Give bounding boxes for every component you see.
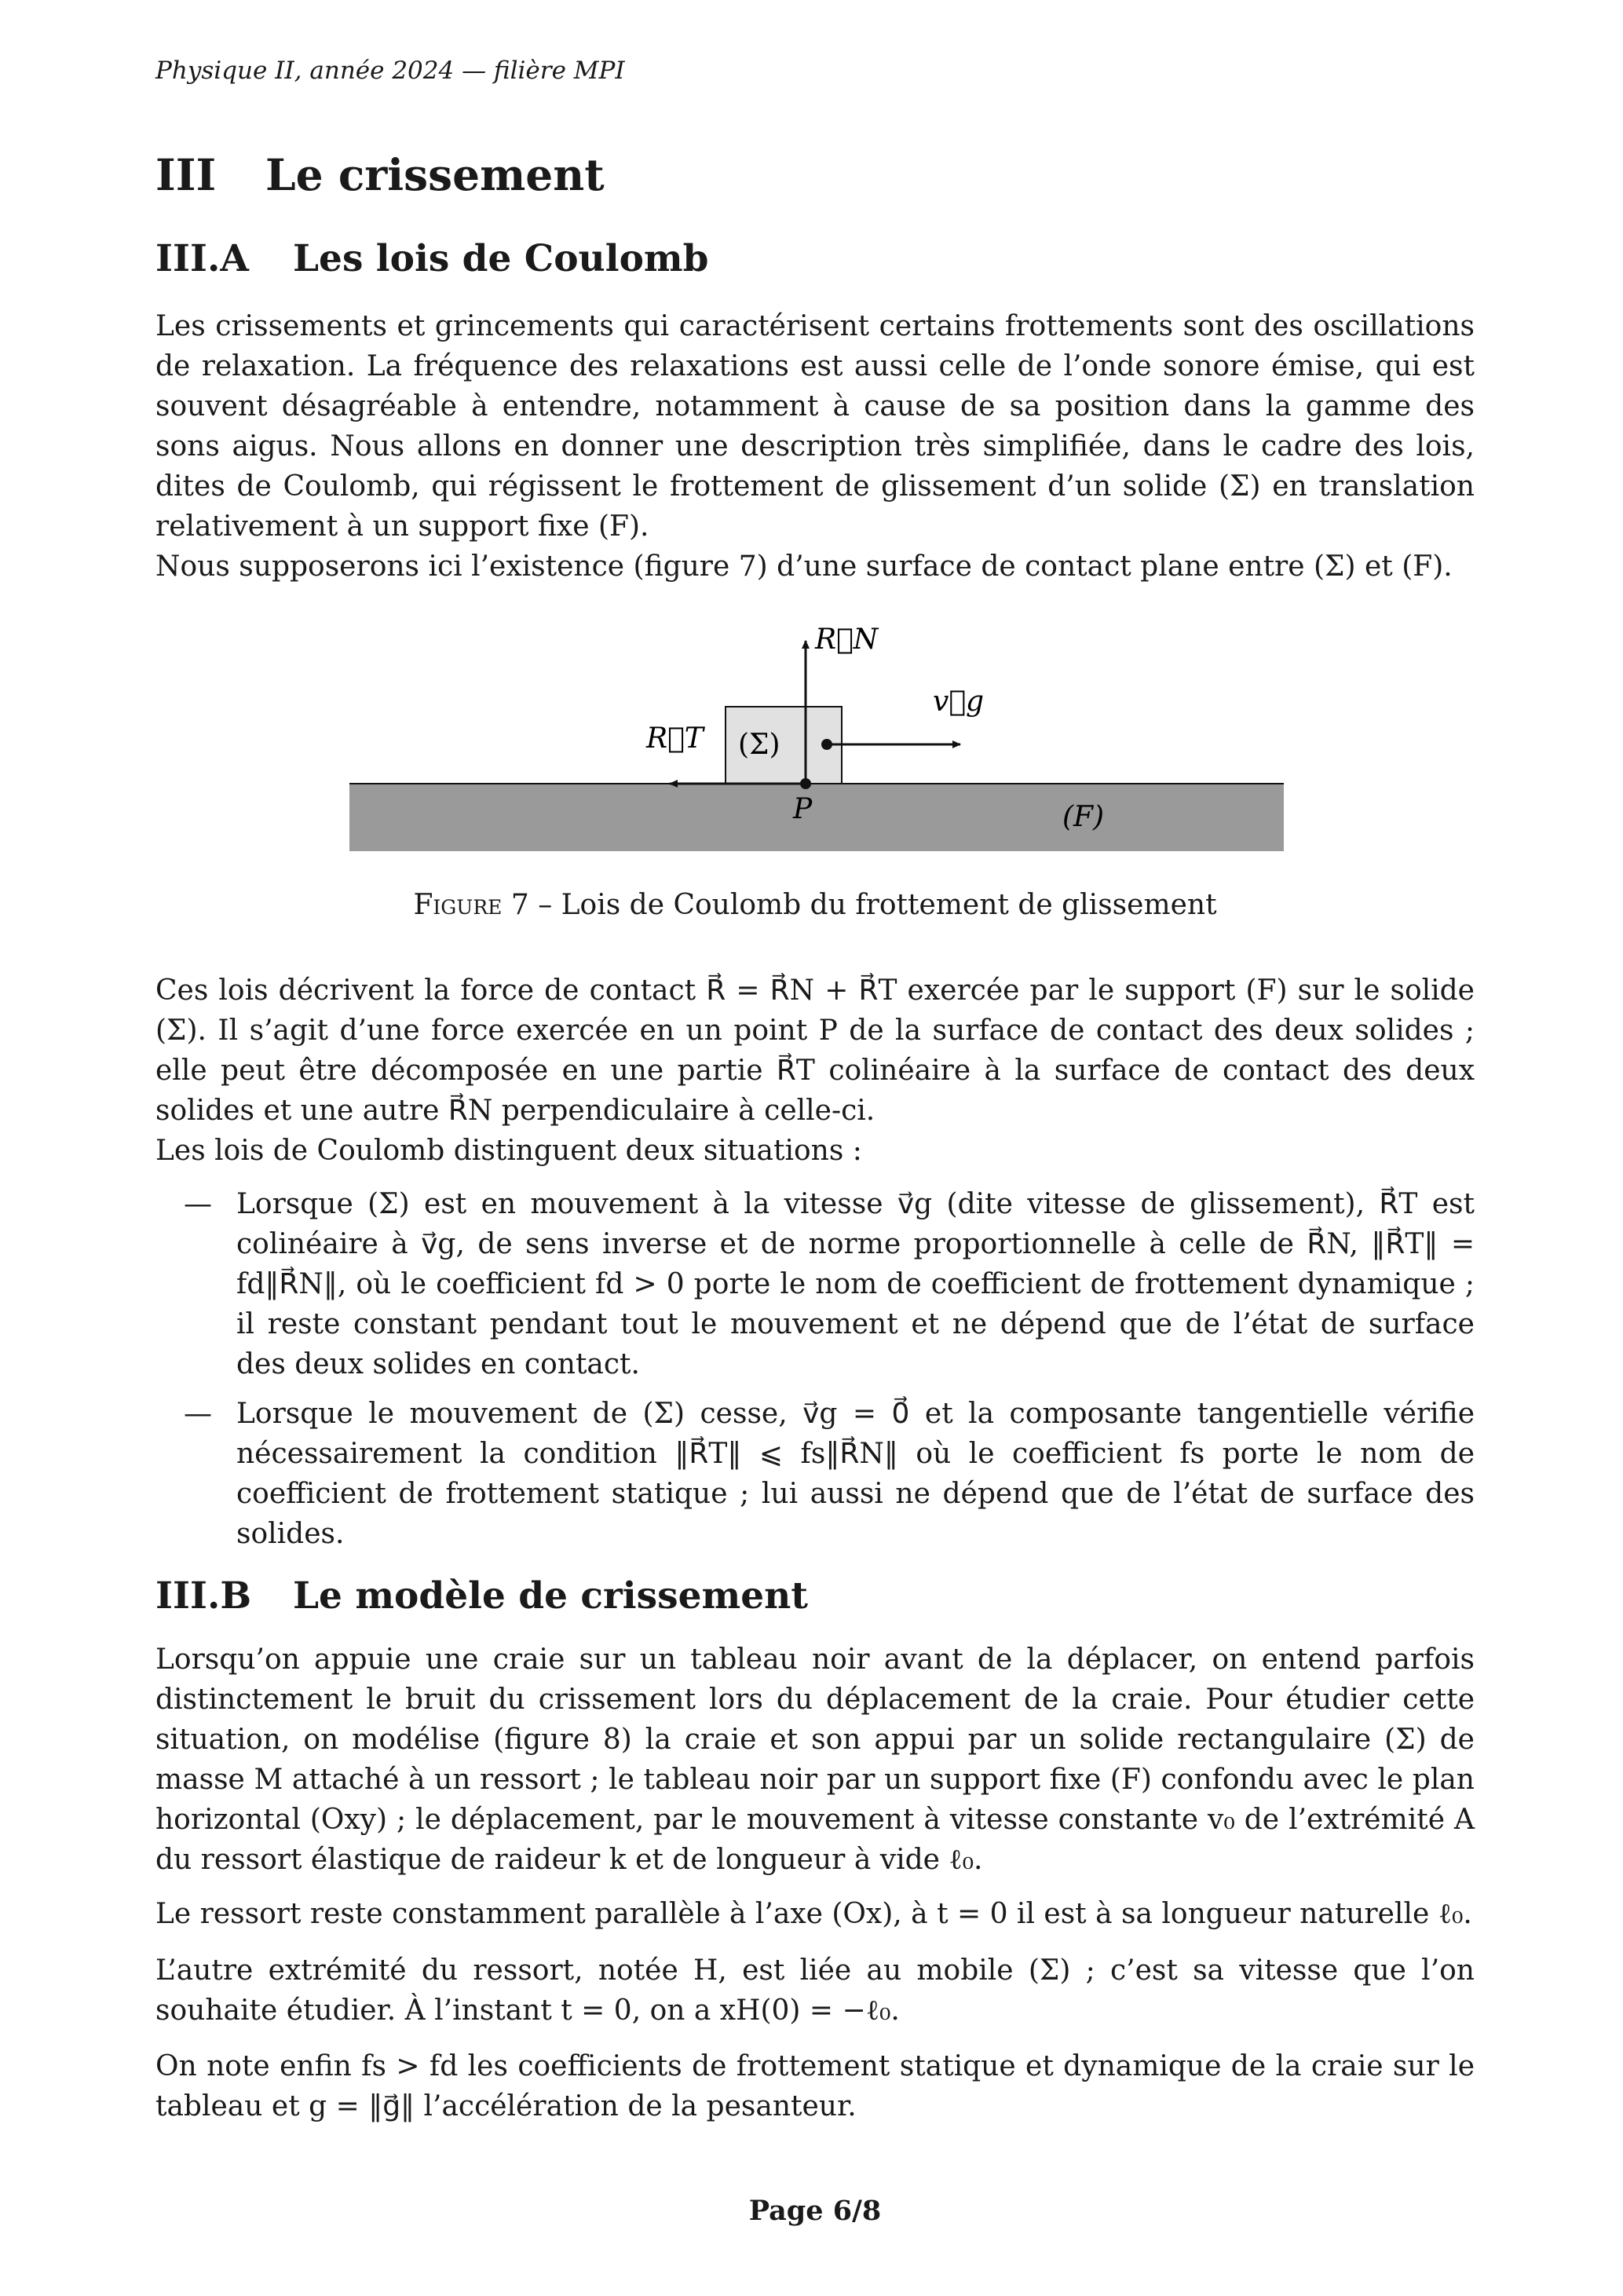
figure-7-caption <box>155 889 1475 921</box>
subsection-title-a: Les lois de Coulomb <box>293 237 709 280</box>
label-vg: v⃗g <box>933 686 984 718</box>
figure-7-coulomb <box>155 612 1475 872</box>
paragraph-model: Lorsqu’on appuie une craie sur un tableau noir avant de la déplacer, on entend parfois distinctement le bruit du crissement lors du déplacement de la craie. Pour étudier cette situation, on modélise (figure 8) la craie et son appui par un solide rectangulaire (Σ) de masse M attaché à un ressort ; le tableau noir par un support fixe (F) confondu avec le plan horizontal (Oxy) ; le déplacement, par le mouvement à vitesse constante v₀ de l’extrémité A du ressort élastique de raideur k et de longueur à vide ℓ₀. <box>155 1643 1475 1876</box>
center-dot <box>821 739 832 750</box>
section-heading <box>155 149 605 200</box>
page-number: Page 6/8 <box>748 2195 882 2227</box>
paragraph-surface: Nous supposerons ici l’existence (figure 7) d’une surface de contact plane entre (Σ) et (F). <box>155 550 1453 583</box>
paragraph-force: Ces lois décrivent la force de contact R⃗ = R⃗N + R⃗T exercée par le support (F) sur le solide (Σ). Il s’agit d’une force exercée en un point P de la surface de contact des deux solides ; elle peut être décomposée en une partie R⃗T colinéaire à la surface de contact des deux solides et une autre R⃗N perpendiculaire à celle-ci. <box>155 974 1475 1127</box>
support-surface <box>349 784 1284 851</box>
label-sigma: (Σ) <box>738 729 780 761</box>
caption-text: – Lois de Coulomb du frottement de glissement <box>528 889 1217 921</box>
list-item: — Lorsque (Σ) est en mouvement à la vitesse v⃗g (dite vitesse de glissement), R⃗T est colinéaire à v⃗g, de sens inverse et de norme proportionnelle à celle de R⃗N, ‖R⃗T‖ = fd‖R⃗N‖, où le coefficient fd > 0 porte le nom de coefficient de frottement dynamique ; il reste constant pendant tout le mouvement et ne dépend que de l’état de surface des deux solides en contact. <box>155 1184 1475 1384</box>
section-title: Le crissement <box>265 149 605 200</box>
coulomb-law-list <box>155 1184 1475 1563</box>
label-rn: R⃗N <box>815 623 879 656</box>
label-f: (F) <box>1062 801 1105 833</box>
paragraph-extremity: L’autre extrémité du ressort, notée H, est liée au mobile (Σ) ; c’est sa vitesse que l’on souhaite étudier. À l’instant t = 0, on a xH(0) = −ℓ₀. <box>155 1954 1475 2027</box>
subsection-heading-a <box>155 237 709 280</box>
paragraph-spring: Le ressort reste constamment parallèle à l’axe (Ox), à t = 0 il est à sa longueur naturelle ℓ₀. <box>155 1898 1472 1930</box>
point-p-dot <box>800 778 811 789</box>
caption-prefix: Figure 7 <box>413 889 529 921</box>
subsection-title-b: Le modèle de crissement <box>293 1574 808 1618</box>
label-p: P <box>793 793 813 825</box>
subsection-number-a: III.A <box>155 237 249 280</box>
label-rt: R⃗T <box>646 722 704 755</box>
subsection-heading-b <box>155 1574 808 1618</box>
paragraph-intro: Les crissements et grincements qui caractérisent certains frottements sont des oscillations de relaxation. La fréquence des relaxations est aussi celle de l’onde sonore émise, qui est souvent désagréable à entendre, notamment à cause de sa position dans la gamme des sons aigus. Nous allons en donner une description très simplifiée, dans le cadre des lois, dites de Coulomb, qui régissent le frottement de glissement d’un solide (Σ) en translation relativement à un support fixe (F). <box>155 310 1475 543</box>
paragraph-coefficients: On note enfin fs > fd les coefficients de frottement statique et dynamique de la craie sur le tableau et g = ‖g⃗‖ l’accélération de la pesanteur. <box>155 2050 1475 2122</box>
section-number: III <box>155 149 217 200</box>
running-header: Physique II, année 2024 — filière MPI <box>155 57 625 85</box>
paragraph-situations: Les lois de Coulomb distinguent deux situations : <box>155 1135 862 1167</box>
subsection-number-b: III.B <box>155 1574 252 1618</box>
list-item: — Lorsque le mouvement de (Σ) cesse, v⃗g = 0⃗ et la composante tangentielle vérifie nécessairement la condition ‖R⃗T‖ ⩽ fs‖R⃗N‖ où le coefficient fs porte le nom de coefficient de frottement statique ; lui aussi ne dépend que de l’état de surface des solides. <box>155 1394 1475 1554</box>
